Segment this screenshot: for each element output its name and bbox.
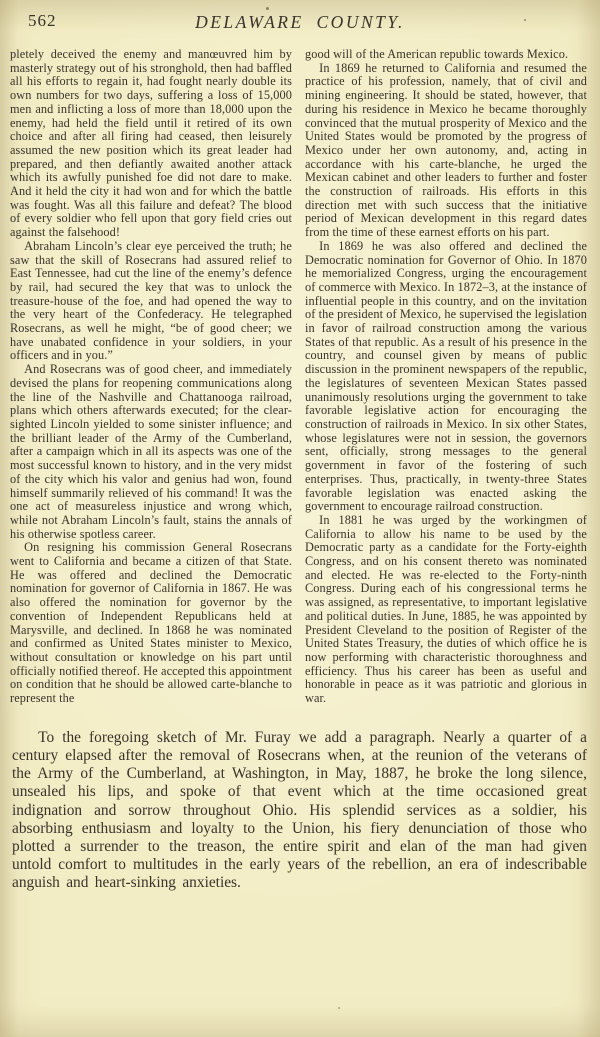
scan-speck xyxy=(560,338,562,340)
body-paragraph: And Rosecrans was of good cheer, and immediately devised the plans for reopening communications along the line of the Nashville and Chattanooga railroad, plans which others afterwards executed; for the clear-sighted Lincoln yielded to some sinister influence; and the brilliant leader of the Army of the Cumberland, after a campaign which in all its aspects was one of the most successful known to history, and in the very midst of the city which his valor and genius had won, found himself summarily relieved of his command! It was the one act of measureless injustice and wrong which, while not Abraham Lincoln’s fault, stains the annals of his otherwise spotless career. xyxy=(10,362,292,541)
running-head: DELAWARE COUNTY. xyxy=(195,12,405,32)
page-number: 562 xyxy=(28,11,57,30)
body-paragraph: In 1869 he was also offered and declined the Democratic nomination for Governor of Ohio. In 1870 he memorialized Congress, urging the encouragement of commerce with Mexico. In 1872–3, at the instance of influential people in this country, and on the invitation of the president of Mexico, he supervised the legislation in favor of railroad construction among the various States of that republic. As a result of his presence in the country, and counsel given by means of public discussion in the prominent newspapers of the republic, the legislatures of seventeen Mexican States passed unanimously resolutions urging the government to take favorable legislative action for encouraging the construction of railroads in Mexico. In six other States, whose legislatures were not in session, the governors sent, officially, strong messages to the general government in favor of the fostering of such enterprises. Thus, practically, in twenty-three States favorable legislation was enacted asking the government to encourage railroad construction. xyxy=(305,238,587,514)
closing-paragraph: To the foregoing sketch of Mr. Furay we add a paragraph. Nearly a quarter of a century elapsed after the removal of Rosecrans when, at the reunion of the veterans of the Army of the Cumberland, at Washington, in May, 1887, he broke the long silence, unsealed his lips, and spoke of that event which at the time occasioned great indignation and sorrow throughout Ohio. His splendid services as a soldier, his absorbing enthusiasm and loyalty to the Union, his fiery denunciation of those who plotted a surrender to the treason, the entire spirit and elan of the man had given untold comfort to multitudes in the early years of the rebellion, an era of indescribable anguish and heart-sinking anxieties. xyxy=(12,728,587,892)
body-paragraph: In 1869 he returned to California and resumed the practice of his profession, namely, that of civil and mining engineering. It should be stated, however, that during his residence in Mexico he became thoroughly convinced that the mutual prosperity of Mexico and the United States would be promoted by the progress of Mexico under her own autonomy, and, acting in accordance with his carte-blanche, he urged the Mexican cabinet and other leaders to further and foster the construction of railroads. His efforts in this direction met with such success that the initiative period of Mexican development in this regard dates from the time of these earnest efforts on his part. xyxy=(305,60,587,240)
closing-section xyxy=(12,729,587,893)
right-column xyxy=(305,48,587,706)
body-paragraph: In 1881 he was urged by the workingmen of California to allow his name to be used by the Democratic party as a candidate for the Forty-eighth Congress, and on his consent thereto was nominated and elected. He was re-elected to the Forty-ninth Congress. During each of his congressional terms he was assigned, as representative, to important legislative and political duties. In June, 1885, he was appointed by President Cleveland to the position of Register of the United States Treasury, the duties of which office he is now performing with characteristic thoroughness and efficiency. Thus his career has been as useful and honorable in peace as it was patriotic and glorious in war. xyxy=(305,512,587,706)
body-paragraph: Abraham Lincoln’s clear eye perceived the truth; he saw that the skill of Rosecrans had assured relief to East Tennessee, had cut the line of the enemy’s defence by rail, had secured the key that was to unlock the treasure-house of the foe, and had opened the way to the very heart of the Confederacy. He telegraphed Rosecrans, as well he might, “be of good cheer; we have unabated confidence in your soldiers, in your officers and in you.” xyxy=(10,238,292,363)
body-paragraph: On resigning his commission General Rosecrans went to California and became a citizen of that State. He was offered and declined the Democratic nomination for governor of California in 1867. He was also offered the nomination for governor by the convention of Independent Republicans held at Marysville, and declined. In 1868 he was nominated and confirmed as United States minister to Mexico, without consultation or knowledge on his part until officially notified thereof. He accepted this appointment on condition that he should be allowed carte-blanche to represent the xyxy=(10,540,292,706)
page-header xyxy=(0,0,600,46)
body-paragraph: good will of the American republic towards Mexico. xyxy=(305,47,569,61)
scan-speck xyxy=(338,1007,340,1009)
body-paragraph: pletely deceived the enemy and manœuvred him by masterly strategy out of his stronghold, then had baffled all his efforts to regain it, had fought nearly double its own numbers for two days, suffering a loss of 15,000 men and inflicting a loss of more than 18,000 upon the enemy, had held the field until it retired of its own choice and after all firing had ceased, then leisurely assumed the new position which its great leader had prepared, and then defiantly awaited another attack which its awfully punished foe did not dare to make. And it held the city it had won and for which the battle was fought. Was all this failure and defeat? The blood of every soldier who fell upon that gory field cries out against the falsehood! xyxy=(10,47,292,240)
text-columns xyxy=(0,46,600,706)
left-column xyxy=(10,48,292,706)
